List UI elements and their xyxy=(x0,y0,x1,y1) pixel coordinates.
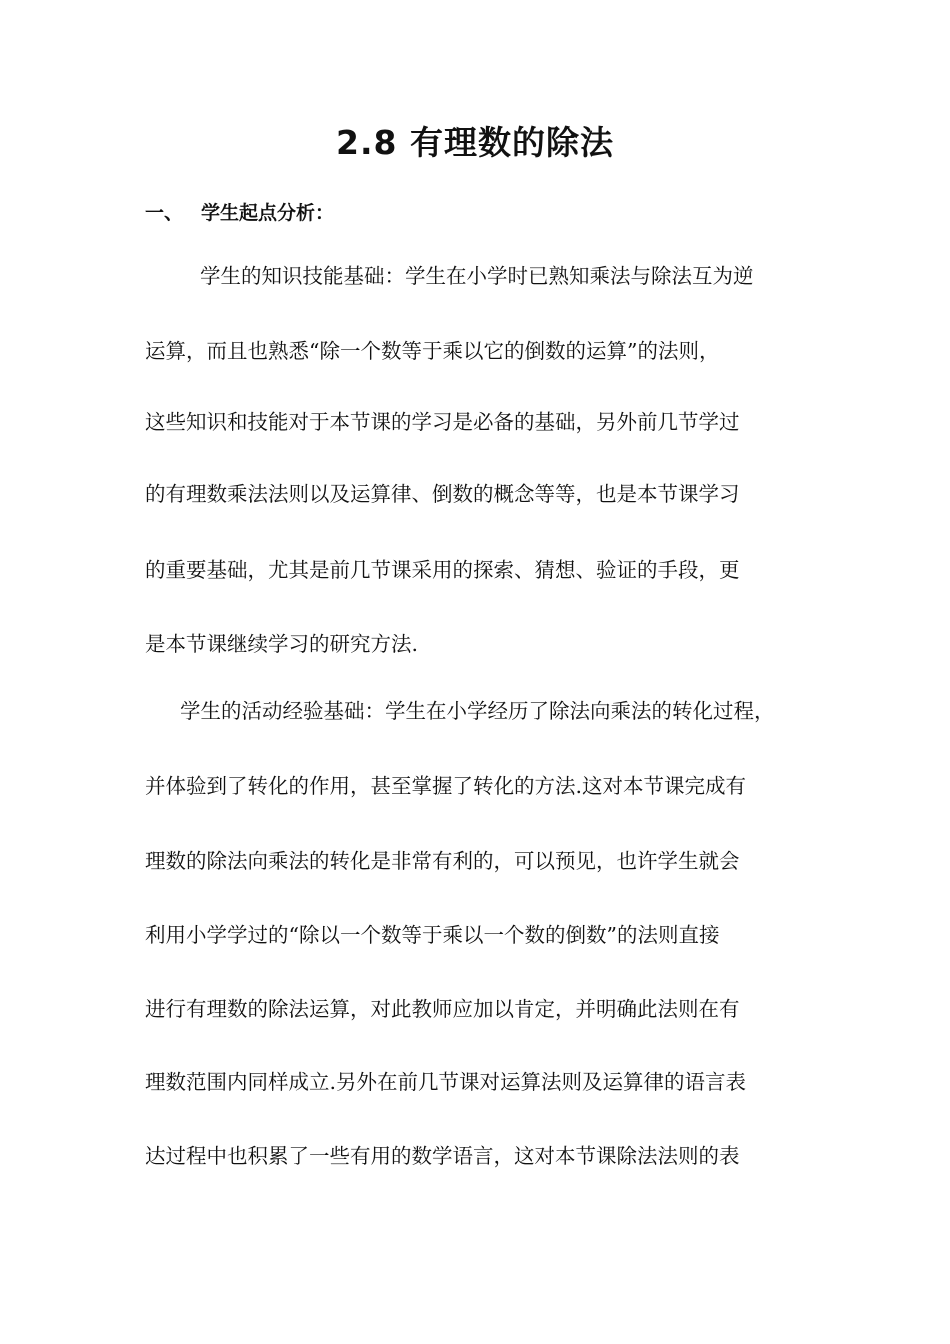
paragraph-1-line: 这些知识和技能对于本节课的学习是必备的基础，另外前几节学过 xyxy=(145,410,740,434)
page-title: 2.8 有理数的除法 xyxy=(336,123,614,162)
paragraph-2-line: 理数范围内同样成立.另外在前几节课对运算法则及运算律的语言表 xyxy=(145,1070,747,1094)
paragraph-1-line: 的有理数乘法法则以及运算律、倒数的概念等等，也是本节课学习 xyxy=(145,482,740,506)
paragraph-2-line: 学生的活动经验基础：学生在小学经历了除法向乘法的转化过程， xyxy=(180,699,775,723)
paragraph-2-line: 利用小学学过的“除以一个数等于乘以一个数的倒数”的法则直接 xyxy=(145,923,720,947)
paragraph-1-line: 是本节课继续学习的研究方法. xyxy=(145,632,419,656)
paragraph-2-line: 进行有理数的除法运算，对此教师应加以肯定，并明确此法则在有 xyxy=(145,997,740,1021)
paragraph-1-line: 学生的知识技能基础：学生在小学时已熟知乘法与除法互为逆 xyxy=(200,264,754,288)
section-heading xyxy=(145,198,334,228)
section-number: 一、 xyxy=(145,202,184,224)
section-heading-text: 学生起点分析： xyxy=(201,202,335,224)
paragraph-1-line: 运算，而且也熟悉“除一个数等于乘以它的倒数的运算”的法则， xyxy=(145,339,720,363)
paragraph-2-line: 理数的除法向乘法的转化是非常有利的，可以预见，也许学生就会 xyxy=(145,849,740,873)
paragraph-1-line: 的重要基础，尤其是前几节课采用的探索、猜想、验证的手段，更 xyxy=(145,558,740,582)
paragraph-2-line: 达过程中也积累了一些有用的数学语言，这对本节课除法法则的表 xyxy=(145,1144,740,1168)
paragraph-2-line: 并体验到了转化的作用，甚至掌握了转化的方法.这对本节课完成有 xyxy=(145,774,747,798)
